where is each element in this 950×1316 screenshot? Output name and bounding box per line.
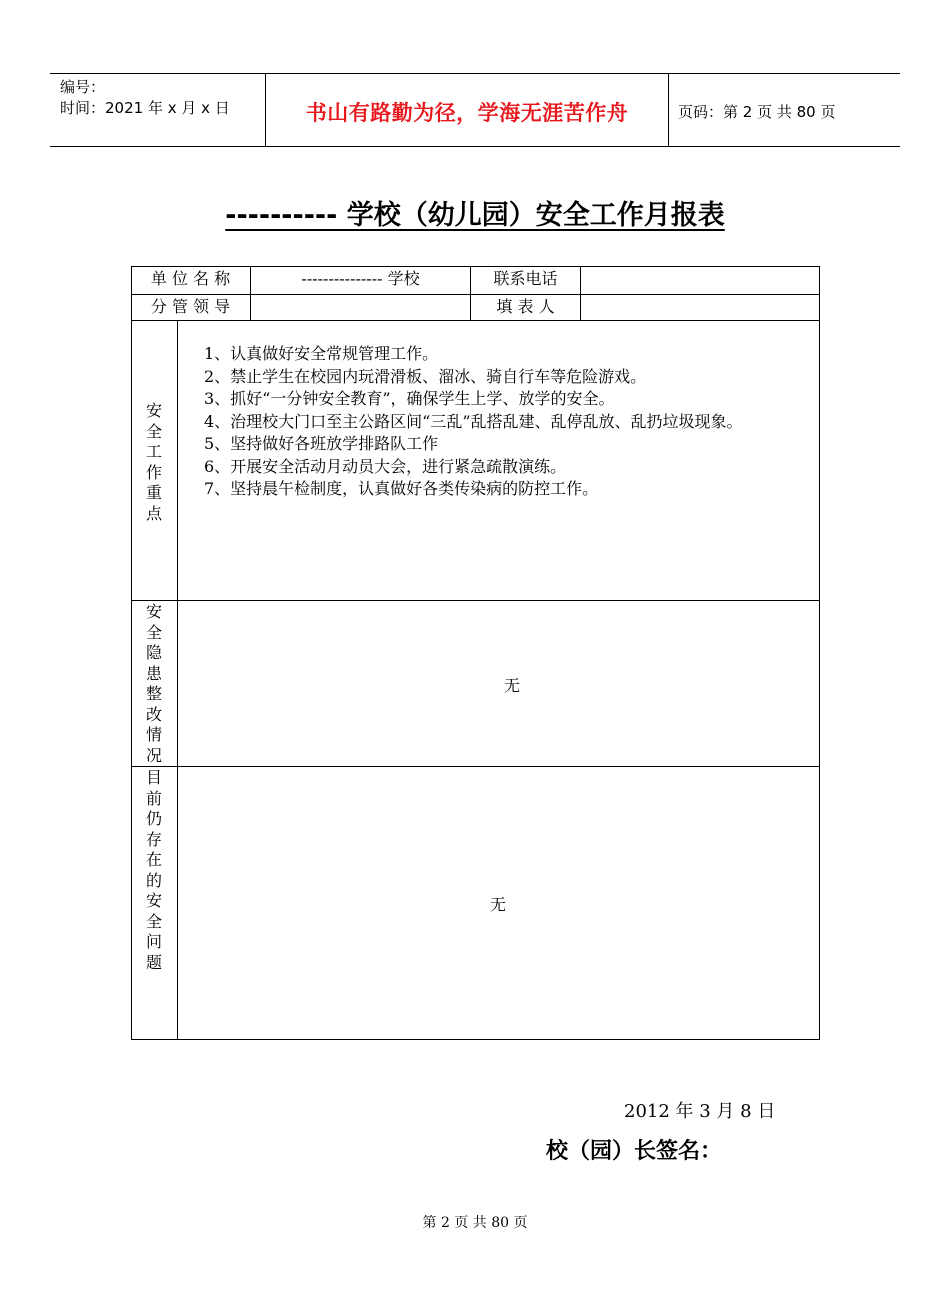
list-item: 7、坚持晨午检制度，认真做好各类传染病的防控工作。 [204,479,599,498]
header-page-info: 页码：第 2 页 共 80 页 [678,103,836,121]
page-footer: 第 2 页 共 80 页 [422,1215,528,1231]
document-time-label: 时间：2021 年 x 月 x 日 [60,99,230,117]
list-item: 3、抓好“一分钟安全教育”，确保学生上学、放学的安全。 [204,389,615,408]
unit-name-value[interactable]: --------------- 学校 [301,269,420,288]
unit-name-label: 单 位 名 称 [150,269,231,288]
remaining-issues-value[interactable]: 无 [490,895,507,914]
report-date: 2012 年 3 月 8 日 [624,1101,776,1122]
hazard-rectification-label-text: 安全隐患整改情况 [146,602,163,765]
list-item: 5、坚持做好各班放学排路队工作 [204,434,439,453]
filler-label: 填 表 人 [496,297,555,316]
page-title: ---------- 学校（幼儿园）安全工作月报表 [225,200,725,231]
safety-focus-label [131,401,177,524]
hazard-rectification-value[interactable]: 无 [504,676,521,695]
list-item: 2、禁止学生在校园内玩滑滑板、溜冰、骑自行车等危险游戏。 [204,366,647,386]
remaining-issues-label [131,768,177,973]
leader-label: 分 管 领 导 [150,297,231,316]
list-item: 4、治理校大门口至主公路区间“三乱”乱搭乱建、乱停乱放、乱扔垃圾现象。 [204,411,743,431]
list-item: 1、认真做好安全常规管理工作。 [204,344,439,363]
phone-label: 联系电话 [493,269,558,288]
header-motto: 书山有路勤为径，学海无涯苦作舟 [305,100,629,125]
remaining-issues-label-text: 目前仍存在的安全问题 [146,768,163,972]
principal-signature-label: 校（园）长签名： [546,1139,723,1164]
safety-focus-label-text: 安全工作重点 [146,401,163,523]
safety-focus-list [187,343,809,501]
document-number-label: 编号： [60,78,106,96]
hazard-rectification-label [131,602,177,766]
list-item: 6、开展安全活动月动员大会，进行紧急疏散演练。 [204,456,567,476]
